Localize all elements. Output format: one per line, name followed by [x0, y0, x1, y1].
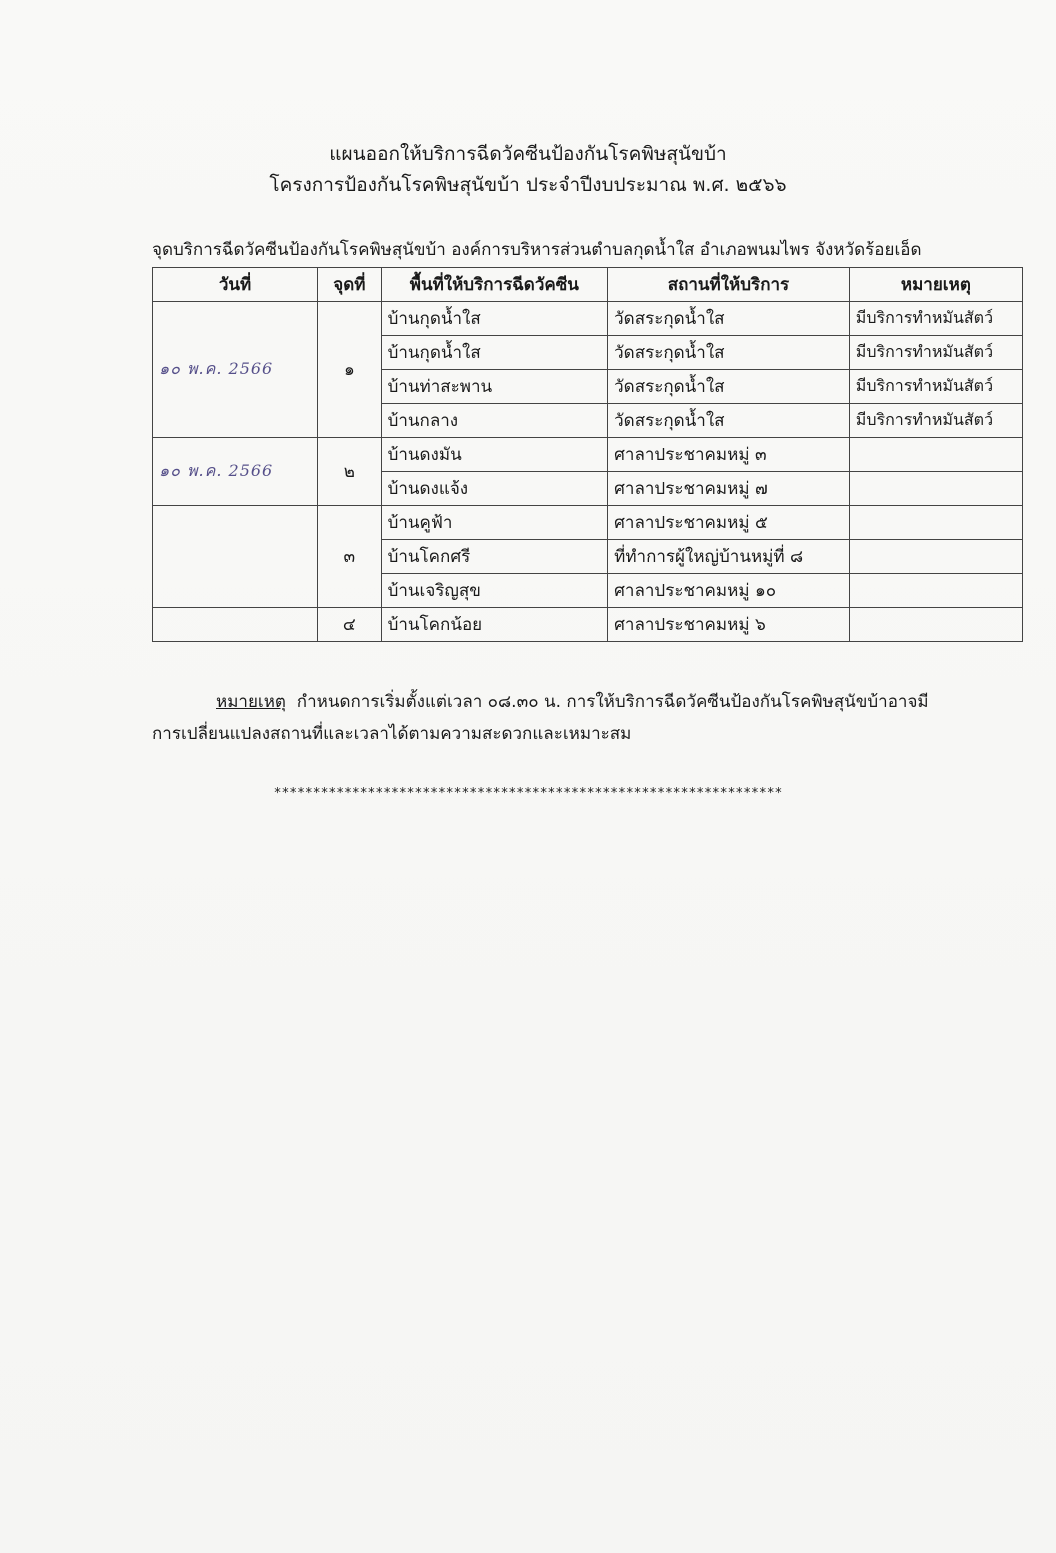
- document-title: แผนออกให้บริการฉีดวัคซีนป้องกันโรคพิษสุนัขบ้า: [329, 143, 727, 165]
- service-location-line: จุดบริการฉีดวัคซีนป้องกันโรคพิษสุนัขบ้า องค์การบริหารส่วนตำบลกุดน้ำใส อำเภอพนมไพร จังหวัดร้อยเอ็ด: [152, 240, 922, 260]
- point-cell: ๑: [318, 302, 381, 438]
- note-label: หมายเหตุ: [216, 692, 286, 712]
- date-cell: [153, 506, 318, 608]
- area-cell: บ้านโคกศรี: [381, 540, 608, 574]
- point-cell: ๔: [318, 608, 381, 642]
- table-row: [153, 438, 1023, 472]
- header-venue: สถานที่ให้บริการ: [608, 268, 850, 302]
- area-cell: บ้านดงแจ้ง: [381, 472, 608, 506]
- remark-cell: มีบริการทำหมันสัตว์: [849, 404, 1022, 438]
- table-body: [153, 302, 1023, 642]
- date-cell: ๑๐ พ.ค. 2566: [153, 438, 318, 506]
- area-cell: บ้านคูฟ้า: [381, 506, 608, 540]
- venue-cell: วัดสระกุดน้ำใส: [608, 336, 850, 370]
- date-cell: [153, 608, 318, 642]
- point-cell: ๒: [318, 438, 381, 506]
- area-cell: บ้านกลาง: [381, 404, 608, 438]
- header-date: วันที่: [153, 268, 318, 302]
- remark-cell: มีบริการทำหมันสัตว์: [849, 336, 1022, 370]
- venue-cell: วัดสระกุดน้ำใส: [608, 404, 850, 438]
- remark-cell: [849, 608, 1022, 642]
- table-row: [153, 608, 1023, 642]
- area-cell: บ้านดงมัน: [381, 438, 608, 472]
- header-remark: หมายเหตุ: [849, 268, 1022, 302]
- remark-cell: มีบริการทำหมันสัตว์: [849, 370, 1022, 404]
- point-cell: ๓: [318, 506, 381, 608]
- table-row: [153, 302, 1023, 336]
- venue-cell: ที่ทำการผู้ใหญ่บ้านหมู่ที่ ๘: [608, 540, 850, 574]
- venue-cell: ศาลาประชาคมหมู่ ๗: [608, 472, 850, 506]
- date-cell: ๑๐ พ.ค. 2566: [153, 302, 318, 438]
- vaccination-schedule-table: [152, 267, 1023, 642]
- remark-cell: [849, 540, 1022, 574]
- area-cell: บ้านกุดน้ำใส: [381, 336, 608, 370]
- asterisk-divider: *****************************************************************: [273, 786, 783, 801]
- note-line-1: [152, 686, 982, 718]
- remark-cell: [849, 472, 1022, 506]
- venue-cell: วัดสระกุดน้ำใส: [608, 302, 850, 336]
- header-service-area: พื้นที่ให้บริการฉีดวัคซีน: [381, 268, 608, 302]
- table-row: [153, 506, 1023, 540]
- remark-cell: [849, 506, 1022, 540]
- venue-cell: ศาลาประชาคมหมู่ ๑๐: [608, 574, 850, 608]
- remark-cell: มีบริการทำหมันสัตว์: [849, 302, 1022, 336]
- venue-cell: วัดสระกุดน้ำใส: [608, 370, 850, 404]
- document-subtitle: โครงการป้องกันโรคพิษสุนัขบ้า ประจำปีงบประมาณ พ.ศ. ๒๕๖๖: [269, 174, 787, 196]
- table-header-row: [153, 268, 1023, 302]
- venue-cell: ศาลาประชาคมหมู่ ๕: [608, 506, 850, 540]
- area-cell: บ้านเจริญสุข: [381, 574, 608, 608]
- note-line-2: การเปลี่ยนแปลงสถานที่และเวลาได้ตามความสะดวกและเหมาะสม: [152, 724, 632, 744]
- remark-cell: [849, 574, 1022, 608]
- header-point: จุดที่: [318, 268, 381, 302]
- venue-cell: ศาลาประชาคมหมู่ ๖: [608, 608, 850, 642]
- area-cell: บ้านกุดน้ำใส: [381, 302, 608, 336]
- note-text-1: กำหนดการเริ่มตั้งแต่เวลา ๐๘.๓๐ น. การให้บริการฉีดวัคซีนป้องกันโรคพิษสุนัขบ้าอาจมี: [296, 692, 929, 712]
- remark-cell: [849, 438, 1022, 472]
- venue-cell: ศาลาประชาคมหมู่ ๓: [608, 438, 850, 472]
- area-cell: บ้านท่าสะพาน: [381, 370, 608, 404]
- area-cell: บ้านโคกน้อย: [381, 608, 608, 642]
